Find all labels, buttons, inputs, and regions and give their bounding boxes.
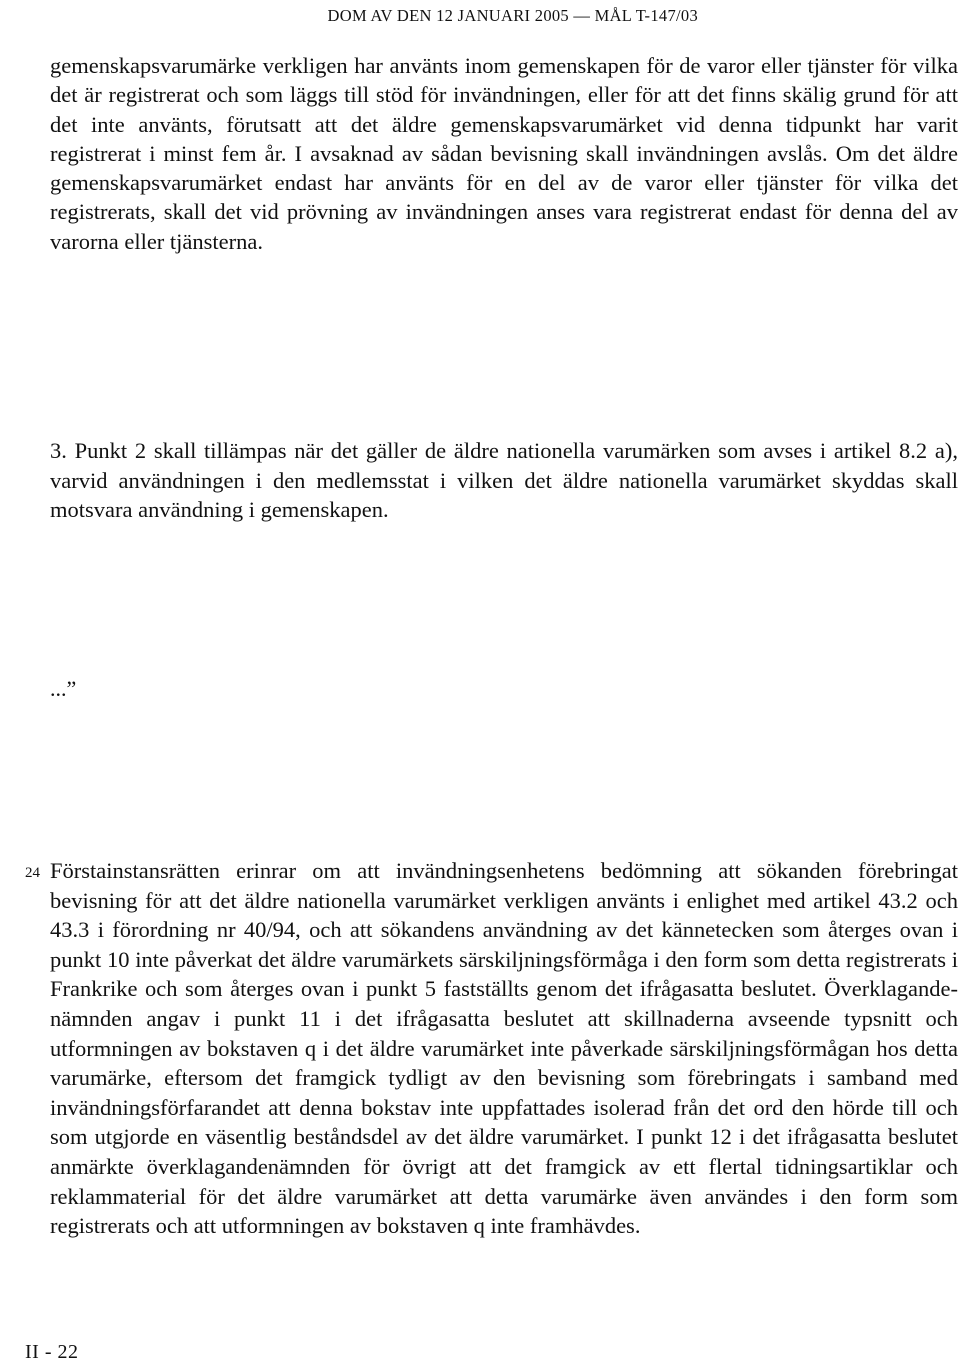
running-header: DOM AV DEN 12 JANUARI 2005 — MÅL T-147/03	[327, 6, 698, 25]
continued-paragraph: gemenskapsvarumärke verkligen har använts inom gemenskapen för de varor eller tjänster för vilka det är registrerat och som läggs till stöd för invändningen, eller för att det finns skälig grund för att det inte använts, förutsatt att det äldre gemenskapsvarumärket vid denna tidpunkt har varit registrerat i minst fem år. I avsaknad av sådan bevisning skall invändningen avslås. Om det äldre gemenskapsvarumärket endast har använts för en del av de varor eller tjänster för vilka det registrerats, skall det vid prövning av invändningen anses vara registrerat endast för denna del av varorna eller tjänsterna.	[50, 53, 958, 254]
closing-quote: ...”	[50, 676, 77, 701]
paragraph-number: 24	[25, 865, 40, 881]
paragraph-24: Förstainstansrätten erinrar om att invändningsenhetens bedömning att sökanden förebringat bevisning för att det äldre nationella varumärket verkligen använts i enlighet med artikel 43.2 och 43.3 i förordning nr 40/94, och att sökandens användning av det kännetecken som återges ovan i punkt 10 inte påverkat det äldre varumärkets särskiljningsförmåga i den form som detta registrerats i Frankrike och som återges ovan i punkt 5 fastställts genom det ifrågasatta beslutet. Överklagandenämnden angav i punkt 11 i det ifrågasatta beslutet att skillnaderna avseende typsnitt och utformningen av bokstaven q i det äldre varumärket inte påverkade särskiljningsförmågan hos detta varumärke, eftersom det framgick tydligt av den bevisning som förebringats i samband med invändningsförfarandet att denna bokstav inte uppfattades isolerad från det ord den hörde till och som utgjorde en väsentlig beståndsdel av det äldre varumärket. I punkt 12 i det ifrågasatta beslutet anmärkte överklagandenämnden för övrigt att det framgick av ett flertal tidningsartiklar och reklammaterial för det äldre varumärket att detta varumärke även användes i den form som registrerats och att utformningen av bokstaven q inte framhävdes.	[50, 858, 958, 1239]
page-number: II - 22	[25, 1341, 79, 1363]
point-3-paragraph: 3. Punkt 2 skall tillämpas när det gäller de äldre nationella varumärken som avses i artikel 8.2 a), varvid användningen i den medlemsstat i vilken det äldre nationella varumärket skyddas skall motsvara användning i gemenskapen.	[50, 438, 958, 523]
